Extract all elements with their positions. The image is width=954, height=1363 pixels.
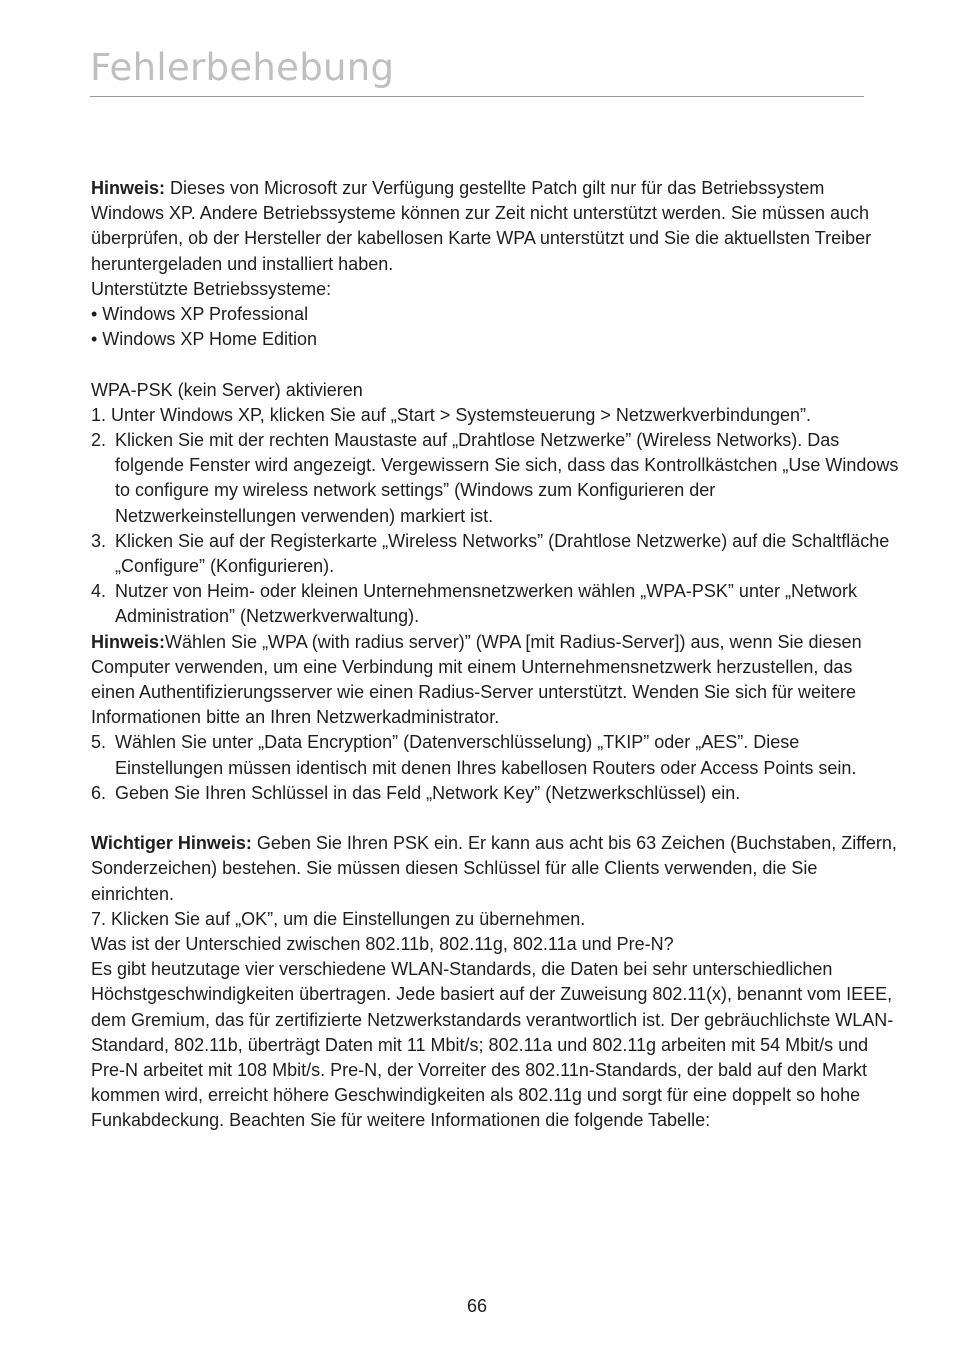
step-5 xyxy=(91,730,899,780)
document-body xyxy=(91,176,899,1134)
step-text: Geben Sie Ihren Schlüssel in das Feld „Network Key” (Netzwerkschlüssel) ein. xyxy=(115,782,741,803)
step-text: Nutzer von Heim- oder kleinen Unternehmensnetzwerken wählen „WPA-PSK” unter „Network Administration” (Netzwerkverwaltung). xyxy=(115,581,857,627)
wpa-heading: WPA-PSK (kein Server) aktivieren xyxy=(91,379,363,400)
note-label: Hinweis: xyxy=(91,178,166,198)
step-2 xyxy=(91,428,899,529)
step-text: Wählen Sie unter „Data Encryption” (Datenverschlüsselung) „TKIP” oder „AES”. Diese Einstellungen müssen identisch mit denen Ihres kabellosen Routers oder Access Points sein. xyxy=(115,732,857,778)
step-7: 7. Klicken Sie auf „OK”, um die Einstellungen zu übernehmen. xyxy=(91,908,586,929)
step-text: Klicken Sie mit der rechten Maustaste auf „Drahtlose Netzwerke” (Wireless Networks). Das folgende Fenster wird angezeigt. Vergewissern Sie sich, dass das Kontrollkästchen „Use Windows to configure my wireless network settings” (Windows zum Konfigurieren der Netzwerkeinstellungen verwenden) markiert ist. xyxy=(115,430,899,526)
important-text: Geben Sie Ihren PSK ein. Er kann aus acht bis 63 Zeichen (Buchstaben, Ziffern, Sonderzeichen) bestehen. Sie müssen diesen Schlüssel für alle Clients verwenden, die Sie einrichten. xyxy=(91,833,897,904)
supported-os-heading: Unterstützte Betriebssysteme: xyxy=(91,278,332,299)
spacer xyxy=(91,352,899,377)
list-item: • Windows XP Professional xyxy=(91,304,309,325)
step-6 xyxy=(91,781,899,806)
note-label: Hinweis: xyxy=(91,631,166,652)
step-text: Klicken Sie auf der Registerkarte „Wireless Networks” (Drahtlose Netzwerke) auf die Schaltfläche „Configure” (Konfigurieren). xyxy=(115,530,890,577)
important-label: Wichtiger Hinweis: xyxy=(91,833,252,854)
note-text: Wählen Sie „WPA (with radius server)” (WPA [mit Radius-Server]) aus, wenn Sie diesen Computer verwenden, um eine Verbindung mit einem Unternehmensnetzwerk herzustellen, das einen Authentifizierungsserver wie einen Radius-Server unterstützt. Wenden Sie sich für weitere Informationen bitte an Ihren Netzwerkadministrator. xyxy=(91,631,862,728)
faq-answer: Es gibt heutzutage vier verschiedene WLAN-Standards, die Daten bei sehr unterschiedlichen Höchstgeschwindigkeiten übertragen. Jede basiert auf der Zuweisung 802.11(x), benannt vom IEEE, dem Gremium, das für zertifizierte Netzwerkstandards verantwortlich ist. Der gebräuchlichste WLAN-Standard, 802.11b, überträgt Daten mit 11 Mbit/s; 802.11a und 802.11g arbeiten mit 54 Mbit/s und Pre-N arbeitet mit 108 Mbit/s. Pre-N, der Vorreiter des 802.11n-Standards, der bald auf den Markt kommen wird, erreicht höhere Geschwindigkeiten als 802.11g und sorgt für eine doppelt so hohe Funkabdeckung. Beachten Sie für weitere Informationen die folgende Tabelle: xyxy=(91,959,894,1131)
step-number: 3. xyxy=(91,530,107,551)
page-title: Fehlerbehebung xyxy=(90,46,395,89)
step-number: 5. xyxy=(91,732,107,753)
header-divider xyxy=(90,96,864,97)
page-number: 66 xyxy=(466,1296,488,1316)
note-paragraph xyxy=(91,176,899,277)
step-number: 6. xyxy=(91,782,107,803)
spacer xyxy=(91,806,899,831)
important-note xyxy=(91,831,899,907)
list-item: • Windows XP Home Edition xyxy=(91,329,318,350)
step-1: 1. Unter Windows XP, klicken Sie auf „Start > Systemsteuerung > Netzwerkverbindungen”. xyxy=(91,404,812,425)
note-text: Dieses von Microsoft zur Verfügung gestellte Patch gilt nur für das Betriebssystem Windows XP. Andere Betriebssysteme können zur Zeit nicht unterstützt werden. Sie müssen auch überprüfen, ob der Hersteller der kabellosen Karte WPA unterstützt und Sie die aktuellsten Treiber heruntergeladen und installiert haben. xyxy=(91,178,872,274)
radius-note xyxy=(91,630,899,731)
step-number: 2. xyxy=(91,430,107,451)
step-3 xyxy=(91,529,899,579)
step-number: 4. xyxy=(91,581,107,602)
step-4 xyxy=(91,579,899,629)
faq-question: Was ist der Unterschied zwischen 802.11b, 802.11g, 802.11a und Pre-N? xyxy=(91,934,674,955)
